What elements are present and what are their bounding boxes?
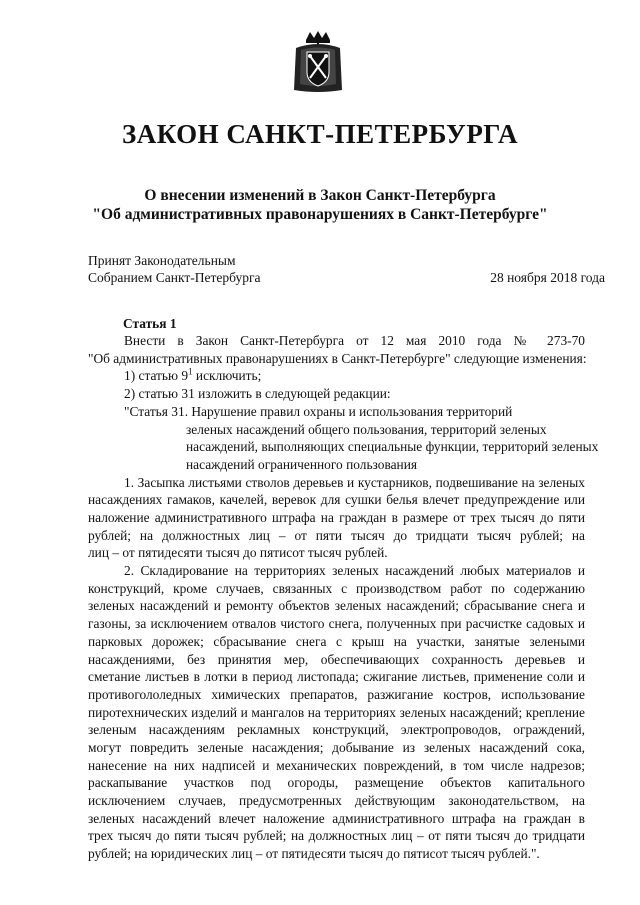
article-body: [88, 332, 599, 863]
part2-line: зеленым насаждениям рекламных конструкций, электропроводов, ограждений,: [88, 722, 585, 738]
part2-line: зеленых насаждений и ремонту объектов зеленых насаждений; сбрасывание снега и: [88, 598, 585, 614]
part1-line: лиц – от пятидесяти тысяч до пятисот тысяч рублей.: [88, 545, 388, 561]
adoption-line2: Собранием Санкт-Петербурга: [88, 270, 261, 285]
coat-of-arms-icon: [292, 30, 344, 94]
amendment-item-1: 1) статью $9^1$ исключить;: [124, 366, 262, 384]
part2-line: рублей; на юридических лиц – от пятидесяти тысяч до пятисот тысяч рублей.".: [88, 846, 540, 862]
part1-line: 1. Засыпка листьями стволов деревьев и кустарников, подвешивание на зеленых: [124, 474, 585, 490]
part2-line: сметание листьев в лотки в период листопада; сжигание листьев, применение соли и: [88, 669, 585, 685]
adoption-line1: Принят Законодательным: [88, 253, 236, 268]
article-heading: Статья 1: [123, 316, 177, 331]
amendment-item-2: 2) статью 31 изложить в следующей редакции:: [124, 386, 391, 402]
part2-line: газоны, за исключением отвалов чистого снега, полученных при расчистке садовых и: [88, 616, 585, 632]
part2-line: трех тысяч до пяти тысяч рублей; на должностных лиц – от пяти тысяч до тридцати: [88, 828, 585, 844]
part2-line: зеленых насаждений влечет наложение административного штрафа на граждан в: [88, 810, 585, 826]
part2-line: 2. Складирование на территориях зеленых насаждений любых материалов и: [124, 563, 585, 579]
part1-line: наложение административного штрафа на граждан в размере от трех тысяч до пяти: [88, 509, 585, 525]
part2-line: конструкций, кроме случаев, связанных с производством работ по содержанию: [88, 580, 585, 596]
part1-line: насаждениях гамаков, качелей, веревок для сушки белья влечет предупреждение или: [88, 492, 585, 508]
law-subtitle-line1: О внесении изменений в Закон Санкт-Петербурга: [144, 187, 496, 204]
part2-line: противогололедных химических препаратов, разжигание костров, использование: [88, 686, 585, 702]
part2-line: могут повредить зеленые насаждения; добывание из зеленых насаждений сока,: [88, 739, 585, 755]
new-article-heading-line: "Статья 31. Нарушение правил охраны и использования территорий: [124, 403, 513, 419]
part1-line: рублей; на должностных лиц – от пяти тысяч до тридцати тысяч рублей; на: [88, 527, 585, 543]
new-article-heading-line: насаждений ограниченного пользования: [186, 456, 418, 472]
new-article-heading-line: насаждений, выполняющих специальные функции, территорий зеленых: [186, 439, 599, 455]
part2-line: нанесение на них надписей и механических повреждений, в том числе надрезов;: [88, 757, 585, 773]
part2-line: насаждениями, без принятия мер, обеспечивающих сохранность деревьев и: [88, 651, 585, 667]
law-subtitle-line2: "Об административных правонарушениях в Санкт-Петербурге": [92, 206, 548, 223]
part2-line: пиротехнических изделий и мангалов на территориях зеленых насаждений; крепление: [88, 704, 585, 720]
part2-line: исключением случаев, предусмотренных действующим законодательством, на: [88, 793, 585, 808]
law-title: ЗАКОН САНКТ-ПЕТЕРБУРГА: [121, 119, 519, 149]
intro-line: Внести в Закон Санкт-Петербурга от 12 мая 2010 года № 273-70: [124, 333, 585, 348]
adoption-date: 28 ноября 2018 года: [490, 270, 605, 285]
part2-line: раскапывание участков под огороды, размещение объектов капитального: [88, 775, 585, 791]
intro-line: "Об административных правонарушениях в Санкт-Петербурге" следующие изменения:: [88, 350, 587, 366]
new-article-heading-line: зеленых насаждений общего пользования, территорий зеленых: [186, 421, 547, 437]
part2-line: парковых дорожек; сбрасывание снега с крыш на участки, занятые зелеными: [88, 633, 585, 649]
